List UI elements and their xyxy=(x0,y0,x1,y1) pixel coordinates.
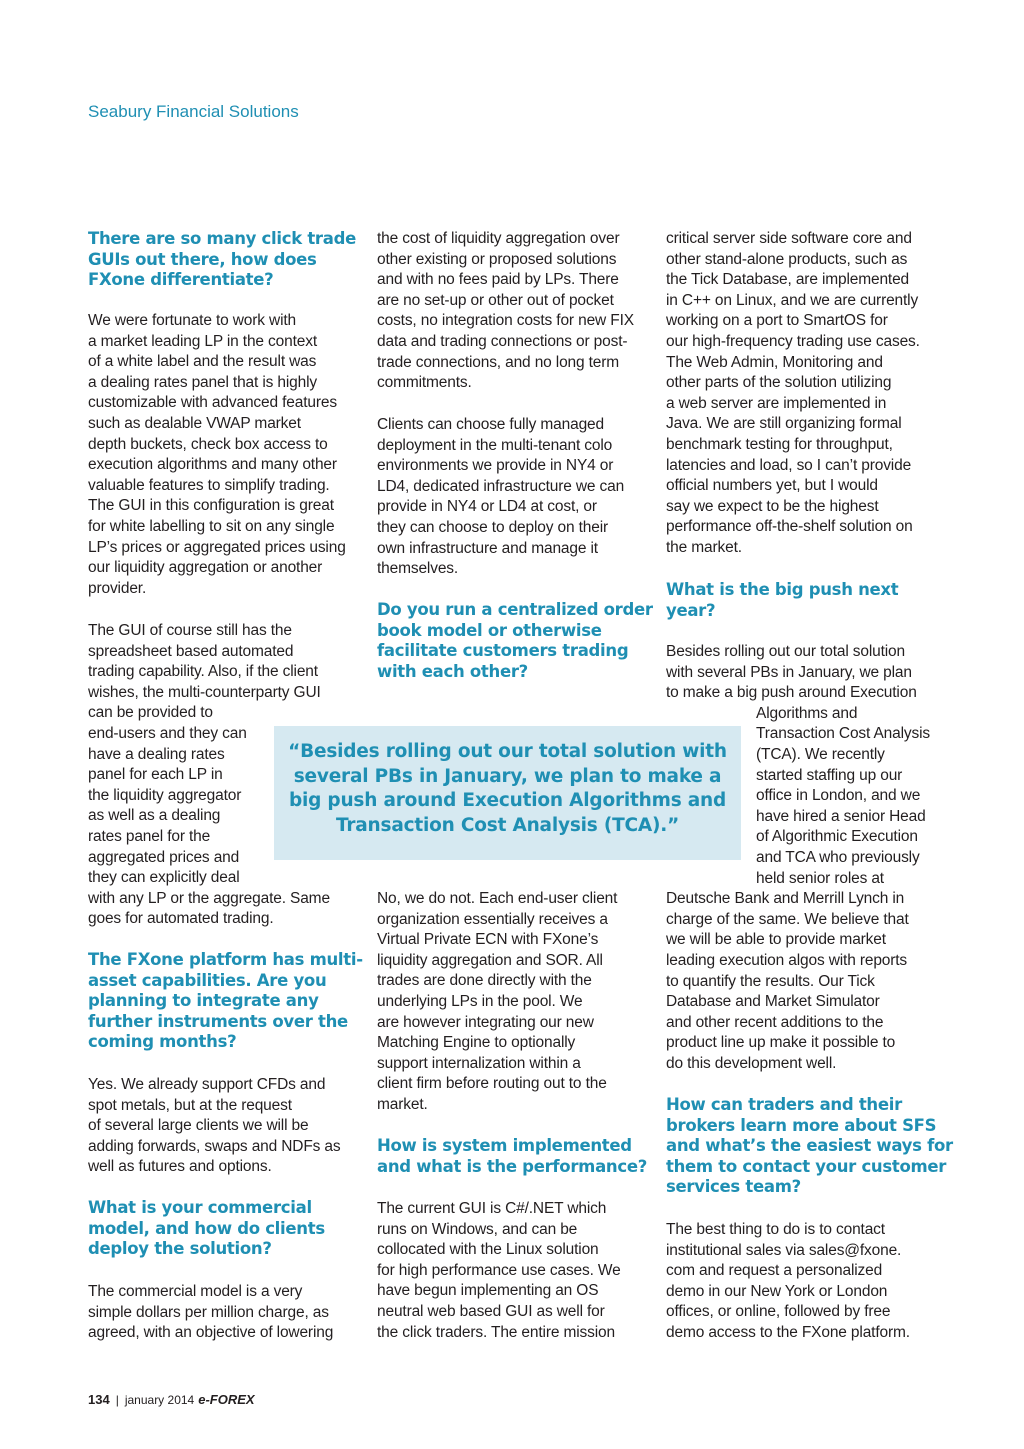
text-line: The best thing to do is to contact xyxy=(666,1221,885,1238)
text-line: held senior roles at xyxy=(756,869,884,887)
text-line: neutral web based GUI as well for xyxy=(377,1303,605,1320)
text-line: goes for automated trading. xyxy=(88,910,274,928)
text-line: How can traders and their xyxy=(666,1095,902,1114)
text-line: Do you run a centralized order xyxy=(377,600,653,619)
text-line: other parts of the solution utilizing xyxy=(666,374,892,392)
text-line: the Tick Database, are implemented xyxy=(666,271,910,289)
text-line: Algorithms and xyxy=(756,704,858,722)
text-line: LD4, dedicated infrastructure we can xyxy=(377,477,625,495)
text-line: Java. We are still organizing formal xyxy=(666,415,902,433)
text-line: Transaction Cost Analysis xyxy=(756,725,931,743)
text-line: our liquidity aggregation or another xyxy=(88,559,323,577)
text-line: a market leading LP in the context xyxy=(88,332,317,350)
text-line: critical server side software core and xyxy=(666,230,912,247)
text-line: adding forwards, swaps and NDFs as xyxy=(88,1137,341,1155)
text-line: trade connections, and no long term xyxy=(377,353,620,371)
page-footer xyxy=(88,1392,255,1407)
text-line: performance off-the-shelf solution on xyxy=(666,518,913,536)
text-line: provide in NY4 or LD4 at cost, or xyxy=(377,498,597,516)
text-line: execution algorithms and many other xyxy=(88,456,337,474)
magazine-logo: e-FOREX xyxy=(198,1392,255,1407)
text-line: Virtual Private ECN with FXone’s xyxy=(377,931,599,949)
text-line: collocated with the Linux solution xyxy=(377,1241,599,1259)
text-line: services team? xyxy=(666,1177,801,1197)
text-line: spot metals, but at the request xyxy=(88,1096,292,1114)
text-line: GUIs out there, how does xyxy=(88,249,317,269)
text-line: (TCA). We recently xyxy=(756,746,885,763)
text-line: aggregated prices and xyxy=(88,848,240,866)
text-line: own infrastructure and manage it xyxy=(377,539,598,557)
text-line: as well as a dealing xyxy=(88,807,221,825)
text-line: organization essentially receives a xyxy=(377,910,608,928)
text-line: Besides rolling out our total solution xyxy=(666,643,906,660)
text-line: Database and Market Simulator xyxy=(666,993,880,1011)
text-line: What is your commercial xyxy=(88,1198,312,1217)
text-line: the market. xyxy=(666,539,742,556)
issue-date: january 2014 xyxy=(124,1393,195,1407)
text-line: and with no fees paid by LPs. There xyxy=(377,271,619,289)
text-line: data and trading connections or post- xyxy=(377,333,628,350)
text-line: of several large clients we will be xyxy=(88,1117,309,1135)
text-line: simple dollars per million charge, as xyxy=(88,1303,329,1321)
text-line: the cost of liquidity aggregation over xyxy=(377,230,620,247)
text-line: of a white label and the result was xyxy=(88,353,317,371)
text-line: well as futures and options. xyxy=(88,1158,272,1176)
text-line: our high-frequency trading use cases. xyxy=(666,333,920,350)
text-line: How is system implemented xyxy=(377,1136,632,1155)
text-line: wishes, the multi-counterparty GUI xyxy=(88,683,321,701)
text-line: asset capabilities. Are you xyxy=(88,970,327,990)
text-line: The GUI in this configuration is great xyxy=(88,497,334,515)
text-line: FXone differentiate? xyxy=(88,270,274,290)
text-line: LP’s prices or aggregated prices using xyxy=(88,538,346,556)
text-line: with each other? xyxy=(377,661,528,681)
text-line: valuable features to simplify trading. xyxy=(88,476,330,494)
text-line: facilitate customers trading xyxy=(377,641,629,661)
text-line: The GUI of course still has the xyxy=(88,622,292,639)
text-line: are however integrating our new xyxy=(377,1013,594,1031)
text-line: have begun implementing an OS xyxy=(377,1282,599,1300)
text-line: We were fortunate to work with xyxy=(88,312,296,329)
text-line: demo access to the FXone platform. xyxy=(666,1324,910,1341)
text-line: started staffing up our xyxy=(756,766,903,784)
text-line: to make a big push around Execution xyxy=(666,684,917,702)
text-line: themselves. xyxy=(377,560,459,578)
text-line: leading execution algos with reports xyxy=(666,952,908,969)
text-line: offices, or online, followed by free xyxy=(666,1303,891,1321)
text-line: the liquidity aggregator xyxy=(88,786,242,804)
text-line: latencies and load, so I can’t provide xyxy=(666,456,912,474)
text-line: planning to integrate any xyxy=(88,991,319,1011)
text-line: com and request a personalized xyxy=(666,1262,883,1280)
text-line: end-users and they can xyxy=(88,725,247,742)
text-line: book model or otherwise xyxy=(377,620,602,640)
text-line: and other recent additions to the xyxy=(666,1013,884,1031)
text-line: charge of the same. We believe that xyxy=(666,910,909,928)
text-line: can be provided to xyxy=(88,704,213,722)
publication-header: Seabury Financial Solutions xyxy=(88,102,299,121)
text-line: with any LP or the aggregate. Same xyxy=(88,889,330,907)
text-line: Deutsche Bank and Merrill Lynch in xyxy=(666,890,905,908)
text-line: for white labelling to sit on any single xyxy=(88,518,335,535)
text-line: market. xyxy=(377,1096,428,1113)
text-line: other existing or proposed solutions xyxy=(377,250,617,268)
text-line: The current GUI is C#/.NET which xyxy=(377,1200,607,1217)
pull-quote-line: several PBs in January, we plan to make a xyxy=(293,765,722,787)
text-line: further instruments over the xyxy=(88,1011,348,1031)
text-line: institutional sales via sales@fxone. xyxy=(666,1241,902,1259)
text-line: demo in our New York or London xyxy=(666,1282,888,1300)
text-line: have a dealing rates xyxy=(88,745,225,763)
text-line: model, and how do clients xyxy=(88,1218,325,1238)
text-line: and what is the performance? xyxy=(377,1156,647,1176)
text-line: customizable with advanced features xyxy=(88,394,337,412)
text-line: benchmark testing for throughput, xyxy=(666,436,893,453)
text-line: runs on Windows, and can be xyxy=(377,1220,578,1238)
text-line: and what’s the easiest ways for xyxy=(666,1136,953,1156)
text-line: trading capability. Also, if the client xyxy=(88,663,318,681)
text-line: liquidity aggregation and SOR. All xyxy=(377,951,603,969)
text-line: a web server are implemented in xyxy=(666,394,887,412)
text-line: The commercial model is a very xyxy=(88,1283,303,1300)
text-line: them to contact your customer xyxy=(666,1156,947,1176)
text-line: the click traders. The entire mission xyxy=(377,1323,615,1341)
text-line: commitments. xyxy=(377,374,472,392)
text-line: they can explicitly deal xyxy=(88,869,240,887)
text-line: coming months? xyxy=(88,1032,237,1052)
text-line: environments we provide in NY4 or xyxy=(377,457,614,475)
text-line: year? xyxy=(666,600,716,620)
text-line: brokers learn more about SFS xyxy=(666,1115,937,1135)
pull-quote-line: big push around Execution Algorithms and xyxy=(288,790,727,811)
text-line: of Algorithmic Execution xyxy=(756,828,918,846)
text-line: official numbers yet, but I would xyxy=(666,477,878,495)
text-line: with several PBs in January, we plan xyxy=(666,663,912,681)
text-line: The Web Admin, Monitoring and xyxy=(666,353,883,371)
text-line: provider. xyxy=(88,579,147,597)
text-line: There are so many click trade xyxy=(88,229,356,248)
text-line: do this development well. xyxy=(666,1055,837,1072)
text-line: rates panel for the xyxy=(88,828,211,845)
text-line: spreadsheet based automated xyxy=(88,642,294,660)
text-line: Yes. We already support CFDs and xyxy=(88,1076,326,1093)
text-line: office in London, and we xyxy=(756,787,921,805)
text-line: product line up make it possible to xyxy=(666,1034,896,1052)
text-line: agreed, with an objective of lowering xyxy=(88,1324,334,1342)
text-line: working on a port to SmartOS for xyxy=(666,312,888,330)
text-line: No, we do not. Each end-user client xyxy=(377,890,618,907)
text-line: costs, no integration costs for new FIX xyxy=(377,312,634,330)
text-line: underlying LPs in the pool. We xyxy=(377,993,583,1010)
text-line: such as dealable VWAP market xyxy=(88,415,301,432)
text-line: say we expect to be the highest xyxy=(666,497,879,515)
text-line: trades are done directly with the xyxy=(377,972,592,990)
text-line: are no set-up or other out of pocket xyxy=(377,291,614,309)
text-line: and TCA who previously xyxy=(756,849,920,866)
pull-quote-line: Transaction Cost Analysis (TCA).” xyxy=(335,814,680,836)
text-line: they can choose to deploy on their xyxy=(377,519,609,536)
footer-separator: | xyxy=(115,1393,119,1407)
text-line: in C++ on Linux, and we are currently xyxy=(666,291,919,309)
text-line: for high performance use cases. We xyxy=(377,1261,621,1279)
text-line: Matching Engine to optionally xyxy=(377,1034,576,1052)
page-number: 134 xyxy=(88,1392,110,1407)
text-line: deployment in the multi-tenant colo xyxy=(377,436,613,454)
text-line: panel for each LP in xyxy=(88,766,223,784)
text-line: deploy the solution? xyxy=(88,1239,272,1259)
text-line: What is the big push next xyxy=(666,580,899,599)
pull-quote-line: “Besides rolling out our total solution with xyxy=(288,741,727,762)
text-line: other stand-alone products, such as xyxy=(666,250,908,268)
text-line: Clients can choose fully managed xyxy=(377,416,604,433)
text-line: support internalization within a xyxy=(377,1054,581,1072)
text-line: The FXone platform has multi- xyxy=(88,950,363,969)
text-line: depth buckets, check box access to xyxy=(88,435,328,453)
text-line: we will be able to provide market xyxy=(666,931,886,949)
text-line: to quantify the results. Our Tick xyxy=(666,972,875,990)
text-line: a dealing rates panel that is highly xyxy=(88,373,317,391)
text-line: client firm before routing out to the xyxy=(377,1075,607,1093)
text-line: have hired a senior Head xyxy=(756,807,926,825)
